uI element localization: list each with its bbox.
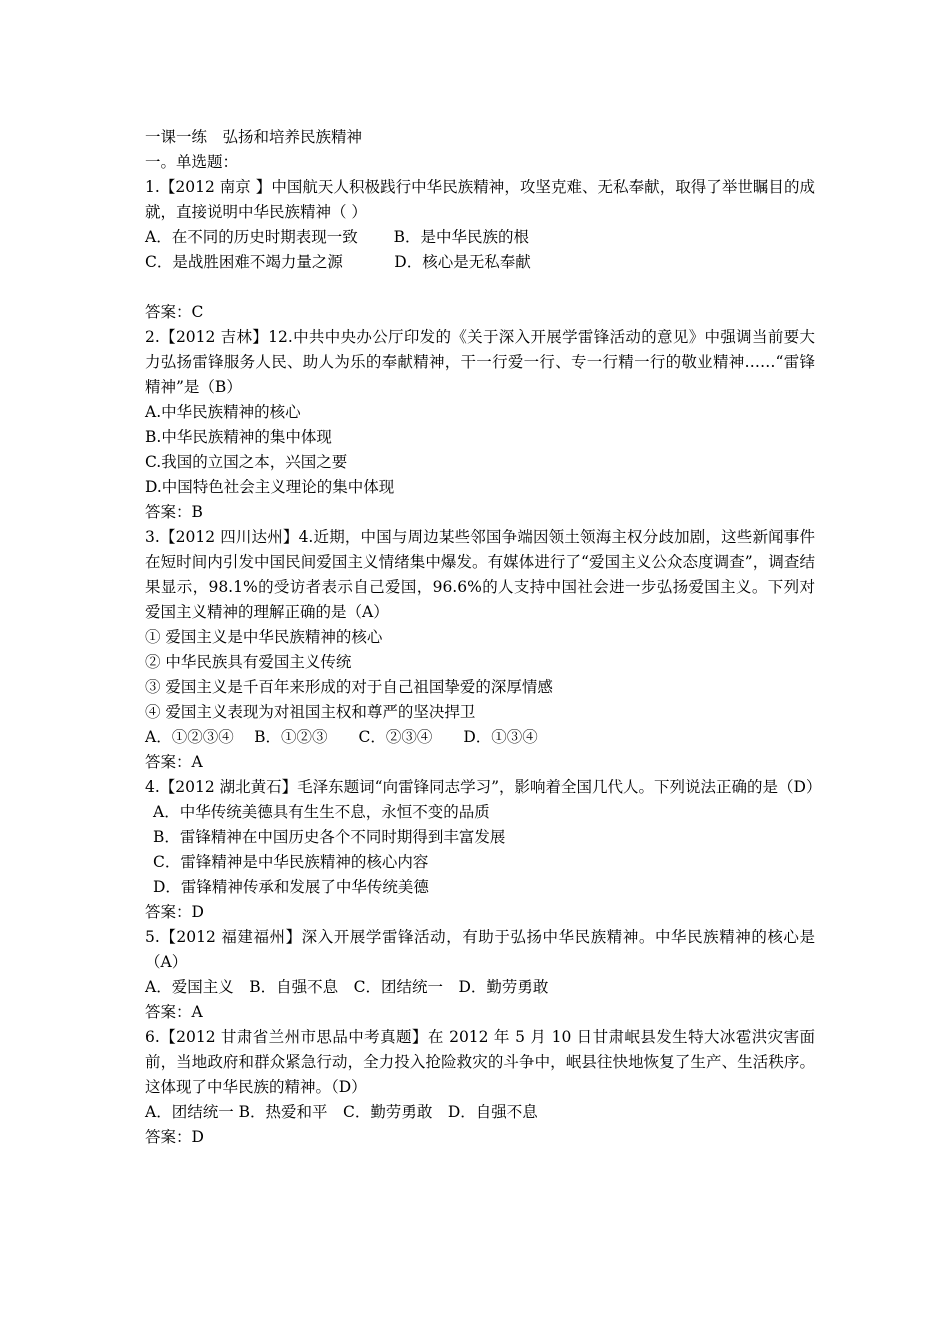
option: A.中华民族精神的核心	[145, 403, 301, 421]
question-stem: 5.【2012 福建福州】深入开展学雷锋活动，有助于弘扬中华民族精神。中华民族精神的核心是（A）	[145, 928, 815, 971]
statement-item: ③ 爱国主义是千百年来形成的对于自己祖国挚爱的深厚情感	[145, 678, 553, 696]
option: D．雷锋精神传承和发展了中华传统美德	[153, 878, 429, 896]
question-stem: 2.【2012 吉林】12.中共中央办公厅印发的《关于深入开展学雷锋活动的意见》中强调当前要大力弘扬雷锋服务人民、助人为乐的奉献精神，干一行爱一行、专一行精一行的敬业精神……“雷锋精神”是（B）	[145, 328, 815, 396]
answer: 答案：B	[145, 503, 203, 521]
question-6	[145, 1025, 815, 1150]
question-stem: 6.【2012 甘肃省兰州市思品中考真题】在 2012 年 5 月 10 日甘肃岷县发生特大冰雹洪灾害面前，当地政府和群众紧急行动，全力投入抢险救灾的斗争中，岷县往快地恢复了生产、生活秩序。这体现了中华民族的精神。（D）	[145, 1028, 815, 1096]
section-heading: 一。单选题：	[145, 153, 239, 171]
blank-line	[145, 275, 815, 300]
statement-item: ② 中华民族具有爱国主义传统	[145, 653, 352, 671]
answer: 答案：A	[145, 1003, 203, 1021]
question-5	[145, 925, 815, 1025]
option: D.中国特色社会主义理论的集中体现	[145, 478, 395, 496]
option-row: A．爱国主义 B．自强不息 C．团结统一 D．勤劳勇敢	[145, 978, 549, 996]
question-2	[145, 325, 815, 525]
answer: 答案：D	[145, 903, 204, 921]
statement-item: ① 爱国主义是中华民族精神的核心	[145, 628, 383, 646]
option-row: A．①②③④ B．①②③ C．②③④ D．①③④	[145, 728, 538, 746]
question-1	[145, 175, 815, 325]
statement-item: ④ 爱国主义表现为对祖国主权和尊严的坚决捍卫	[145, 703, 476, 721]
option-row: A．在不同的历史时期表现一致 B．是中华民族的根	[145, 228, 530, 246]
question-3	[145, 525, 815, 775]
question-stem: 4.【2012 湖北黄石】毛泽东题词“向雷锋同志学习”，影响着全国几代人。下列说法正确的是（D）	[145, 778, 822, 796]
question-stem: 3.【2012 四川达州】4.近期，中国与周边某些邻国争端因领土领海主权分歧加剧，这些新闻事件在短时间内引发中国民间爱国主义情绪集中爆发。有媒体进行了“爱国主义公众态度调查”，调查结果显示，98.1%的受访者表示自己爱国，96.6%的人支持中国社会进一步弘扬爱国主义。下列对爱国主义精神的理解正确的是（A）	[145, 528, 815, 621]
answer: 答案：C	[145, 303, 204, 321]
question-4	[145, 775, 822, 925]
document-title: 一课一练 弘扬和培养民族精神	[145, 128, 363, 146]
answer: 答案：D	[145, 1128, 204, 1146]
option: A．中华传统美德具有生生不息，永恒不变的品质	[153, 803, 490, 821]
document-page	[145, 125, 822, 1150]
option-row: C．是战胜困难不竭力量之源 D．核心是无私奉献	[145, 253, 531, 271]
option: C．雷锋精神是中华民族精神的核心内容	[153, 853, 429, 871]
option-row: A．团结统一 B．热爱和平 C．勤劳勇敢 D．自强不息	[145, 1103, 538, 1121]
option: B．雷锋精神在中国历史各个不同时期得到丰富发展	[153, 828, 506, 846]
option: B.中华民族精神的集中体现	[145, 428, 332, 446]
answer: 答案：A	[145, 753, 203, 771]
question-stem: 1.【2012 南京 】中国航天人积极践行中华民族精神，攻坚克难、无私奉献，取得了举世瞩目的成就，直接说明中华民族精神（ ）	[145, 178, 815, 221]
option: C.我国的立国之本，兴国之要	[145, 453, 348, 471]
